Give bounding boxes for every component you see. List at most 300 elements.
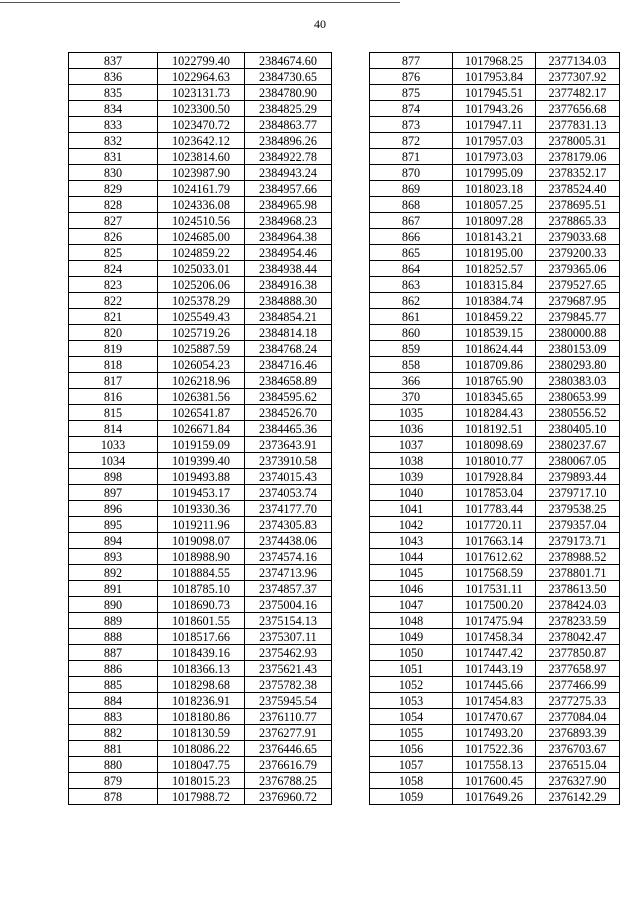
x-coordinate-cell: 1018459.22 [453, 309, 536, 325]
y-coordinate-cell: 2377656.68 [536, 101, 620, 117]
x-coordinate-cell: 1017454.83 [453, 693, 536, 709]
x-coordinate-cell: 1018517.66 [158, 629, 245, 645]
y-coordinate-cell: 2379527.65 [536, 277, 620, 293]
x-coordinate-cell: 1017493.20 [453, 725, 536, 741]
table-row [370, 277, 620, 293]
y-coordinate-cell: 2378005.31 [536, 133, 620, 149]
x-coordinate-cell: 1019098.07 [158, 533, 245, 549]
coordinates-table-right-body [370, 53, 620, 805]
y-coordinate-cell: 2375307.11 [245, 629, 332, 645]
point-number-cell: 867 [370, 213, 453, 229]
point-number-cell: 1041 [370, 501, 453, 517]
table-row [69, 773, 332, 789]
point-number-cell: 826 [69, 229, 158, 245]
x-coordinate-cell: 1018345.65 [453, 389, 536, 405]
table-row [69, 133, 332, 149]
point-number-cell: 894 [69, 533, 158, 549]
point-number-cell: 869 [370, 181, 453, 197]
point-number-cell: 831 [69, 149, 158, 165]
point-number-cell: 858 [370, 357, 453, 373]
x-coordinate-cell: 1019211.96 [158, 517, 245, 533]
point-number-cell: 1052 [370, 677, 453, 693]
x-coordinate-cell: 1017568.59 [453, 565, 536, 581]
point-number-cell: 836 [69, 69, 158, 85]
point-number-cell: 830 [69, 165, 158, 181]
coordinates-table-left-body [69, 53, 332, 805]
y-coordinate-cell: 2376703.67 [536, 741, 620, 757]
table-row [69, 725, 332, 741]
table-row [69, 69, 332, 85]
y-coordinate-cell: 2376515.04 [536, 757, 620, 773]
y-coordinate-cell: 2377658.97 [536, 661, 620, 677]
y-coordinate-cell: 2377307.92 [536, 69, 620, 85]
table-row [69, 757, 332, 773]
coordinates-table-right [369, 52, 620, 805]
table-row [69, 421, 332, 437]
table-row [370, 69, 620, 85]
x-coordinate-cell: 1017945.51 [453, 85, 536, 101]
table-row [370, 309, 620, 325]
table-row [370, 453, 620, 469]
point-number-cell: 1050 [370, 645, 453, 661]
table-row [69, 789, 332, 805]
y-coordinate-cell: 2374713.96 [245, 565, 332, 581]
point-number-cell: 872 [370, 133, 453, 149]
table-row [69, 709, 332, 725]
point-number-cell: 816 [69, 389, 158, 405]
point-number-cell: 893 [69, 549, 158, 565]
point-number-cell: 878 [69, 789, 158, 805]
table-row [69, 261, 332, 277]
x-coordinate-cell: 1017470.67 [453, 709, 536, 725]
x-coordinate-cell: 1017947.11 [453, 117, 536, 133]
table-row [370, 421, 620, 437]
table-row [69, 533, 332, 549]
table-row [370, 117, 620, 133]
table-row [370, 485, 620, 501]
table-row [69, 149, 332, 165]
y-coordinate-cell: 2379893.44 [536, 469, 620, 485]
point-number-cell: 370 [370, 389, 453, 405]
x-coordinate-cell: 1017995.09 [453, 165, 536, 181]
point-number-cell: 897 [69, 485, 158, 501]
x-coordinate-cell: 1019493.88 [158, 469, 245, 485]
point-number-cell: 1057 [370, 757, 453, 773]
y-coordinate-cell: 2378042.47 [536, 629, 620, 645]
table-row [370, 133, 620, 149]
y-coordinate-cell: 2384964.38 [245, 229, 332, 245]
x-coordinate-cell: 1026671.84 [158, 421, 245, 437]
x-coordinate-cell: 1023987.90 [158, 165, 245, 181]
x-coordinate-cell: 1017522.36 [453, 741, 536, 757]
table-row [69, 341, 332, 357]
x-coordinate-cell: 1024510.56 [158, 213, 245, 229]
x-coordinate-cell: 1018785.10 [158, 581, 245, 597]
x-coordinate-cell: 1018439.16 [158, 645, 245, 661]
y-coordinate-cell: 2380237.67 [536, 437, 620, 453]
table-row [69, 453, 332, 469]
x-coordinate-cell: 1018023.18 [453, 181, 536, 197]
point-number-cell: 820 [69, 325, 158, 341]
point-number-cell: 832 [69, 133, 158, 149]
point-number-cell: 877 [370, 53, 453, 69]
table-row [370, 261, 620, 277]
x-coordinate-cell: 1018195.00 [453, 245, 536, 261]
x-coordinate-cell: 1018252.57 [453, 261, 536, 277]
point-number-cell: 870 [370, 165, 453, 181]
y-coordinate-cell: 2384943.24 [245, 165, 332, 181]
y-coordinate-cell: 2377466.99 [536, 677, 620, 693]
x-coordinate-cell: 1017968.25 [453, 53, 536, 69]
y-coordinate-cell: 2373643.91 [245, 437, 332, 453]
x-coordinate-cell: 1017531.11 [453, 581, 536, 597]
point-number-cell: 1040 [370, 485, 453, 501]
y-coordinate-cell: 2380293.80 [536, 357, 620, 373]
y-coordinate-cell: 2384730.65 [245, 69, 332, 85]
y-coordinate-cell: 2378801.71 [536, 565, 620, 581]
table-row [370, 181, 620, 197]
y-coordinate-cell: 2375004.16 [245, 597, 332, 613]
point-number-cell: 1054 [370, 709, 453, 725]
table-row [370, 469, 620, 485]
y-coordinate-cell: 2378352.17 [536, 165, 620, 181]
y-coordinate-cell: 2378233.59 [536, 613, 620, 629]
y-coordinate-cell: 2384922.78 [245, 149, 332, 165]
point-number-cell: 883 [69, 709, 158, 725]
table-row [69, 741, 332, 757]
y-coordinate-cell: 2379173.71 [536, 533, 620, 549]
point-number-cell: 827 [69, 213, 158, 229]
x-coordinate-cell: 1019399.40 [158, 453, 245, 469]
point-number-cell: 866 [370, 229, 453, 245]
y-coordinate-cell: 2374305.83 [245, 517, 332, 533]
table-row [69, 693, 332, 709]
y-coordinate-cell: 2378179.06 [536, 149, 620, 165]
point-number-cell: 1039 [370, 469, 453, 485]
table-row [69, 213, 332, 229]
y-coordinate-cell: 2384938.44 [245, 261, 332, 277]
point-number-cell: 1056 [370, 741, 453, 757]
point-number-cell: 825 [69, 245, 158, 261]
table-row [370, 197, 620, 213]
x-coordinate-cell: 1018097.28 [453, 213, 536, 229]
x-coordinate-cell: 1017447.42 [453, 645, 536, 661]
point-number-cell: 817 [69, 373, 158, 389]
x-coordinate-cell: 1018143.21 [453, 229, 536, 245]
point-number-cell: 1059 [370, 789, 453, 805]
y-coordinate-cell: 2384888.30 [245, 293, 332, 309]
y-coordinate-cell: 2384674.60 [245, 53, 332, 69]
x-coordinate-cell: 1017443.19 [453, 661, 536, 677]
x-coordinate-cell: 1018057.25 [453, 197, 536, 213]
y-coordinate-cell: 2377084.04 [536, 709, 620, 725]
y-coordinate-cell: 2384465.36 [245, 421, 332, 437]
y-coordinate-cell: 2379717.10 [536, 485, 620, 501]
x-coordinate-cell: 1018690.73 [158, 597, 245, 613]
y-coordinate-cell: 2384526.70 [245, 405, 332, 421]
table-row [370, 773, 620, 789]
point-number-cell: 879 [69, 773, 158, 789]
y-coordinate-cell: 2384595.62 [245, 389, 332, 405]
point-number-cell: 1033 [69, 437, 158, 453]
point-number-cell: 887 [69, 645, 158, 661]
table-row [69, 373, 332, 389]
x-coordinate-cell: 1017445.66 [453, 677, 536, 693]
x-coordinate-cell: 1023131.73 [158, 85, 245, 101]
y-coordinate-cell: 2380000.88 [536, 325, 620, 341]
x-coordinate-cell: 1019159.09 [158, 437, 245, 453]
table-row [370, 677, 620, 693]
table-row [370, 101, 620, 117]
table-row [370, 325, 620, 341]
x-coordinate-cell: 1018284.43 [453, 405, 536, 421]
y-coordinate-cell: 2384954.46 [245, 245, 332, 261]
table-row [370, 533, 620, 549]
y-coordinate-cell: 2374438.06 [245, 533, 332, 549]
table-row [370, 661, 620, 677]
x-coordinate-cell: 1017853.04 [453, 485, 536, 501]
point-number-cell: 889 [69, 613, 158, 629]
y-coordinate-cell: 2384780.90 [245, 85, 332, 101]
x-coordinate-cell: 1018298.68 [158, 677, 245, 693]
x-coordinate-cell: 1017957.03 [453, 133, 536, 149]
x-coordinate-cell: 1023300.50 [158, 101, 245, 117]
y-coordinate-cell: 2384965.98 [245, 197, 332, 213]
x-coordinate-cell: 1025719.26 [158, 325, 245, 341]
x-coordinate-cell: 1019330.36 [158, 501, 245, 517]
point-number-cell: 366 [370, 373, 453, 389]
point-number-cell: 895 [69, 517, 158, 533]
y-coordinate-cell: 2379687.95 [536, 293, 620, 309]
table-row [370, 405, 620, 421]
y-coordinate-cell: 2384896.26 [245, 133, 332, 149]
point-number-cell: 896 [69, 501, 158, 517]
x-coordinate-cell: 1017943.26 [453, 101, 536, 117]
table-row [69, 181, 332, 197]
table-row [370, 389, 620, 405]
page-number: 40 [314, 17, 326, 31]
y-coordinate-cell: 2376788.25 [245, 773, 332, 789]
y-coordinate-cell: 2376110.77 [245, 709, 332, 725]
point-number-cell: 886 [69, 661, 158, 677]
x-coordinate-cell: 1018130.59 [158, 725, 245, 741]
point-number-cell: 860 [370, 325, 453, 341]
point-number-cell: 819 [69, 341, 158, 357]
x-coordinate-cell: 1017988.72 [158, 789, 245, 805]
y-coordinate-cell: 2374015.43 [245, 469, 332, 485]
point-number-cell: 833 [69, 117, 158, 133]
y-coordinate-cell: 2374574.16 [245, 549, 332, 565]
x-coordinate-cell: 1018709.86 [453, 357, 536, 373]
x-coordinate-cell: 1017649.26 [453, 789, 536, 805]
point-number-cell: 1046 [370, 581, 453, 597]
table-row [69, 309, 332, 325]
point-number-cell: 823 [69, 277, 158, 293]
point-number-cell: 874 [370, 101, 453, 117]
x-coordinate-cell: 1017783.44 [453, 501, 536, 517]
table-row [370, 613, 620, 629]
y-coordinate-cell: 2379357.04 [536, 517, 620, 533]
y-coordinate-cell: 2378613.50 [536, 581, 620, 597]
point-number-cell: 876 [370, 69, 453, 85]
y-coordinate-cell: 2380153.09 [536, 341, 620, 357]
point-number-cell: 828 [69, 197, 158, 213]
x-coordinate-cell: 1018098.69 [453, 437, 536, 453]
table-row [69, 53, 332, 69]
point-number-cell: 865 [370, 245, 453, 261]
point-number-cell: 1047 [370, 597, 453, 613]
table-row [370, 725, 620, 741]
y-coordinate-cell: 2384825.29 [245, 101, 332, 117]
x-coordinate-cell: 1026381.56 [158, 389, 245, 405]
table-row [370, 693, 620, 709]
table-row [69, 485, 332, 501]
y-coordinate-cell: 2384916.38 [245, 277, 332, 293]
y-coordinate-cell: 2378424.03 [536, 597, 620, 613]
y-coordinate-cell: 2376142.29 [536, 789, 620, 805]
y-coordinate-cell: 2377831.13 [536, 117, 620, 133]
y-coordinate-cell: 2380405.10 [536, 421, 620, 437]
y-coordinate-cell: 2384768.24 [245, 341, 332, 357]
table-row [370, 245, 620, 261]
point-number-cell: 835 [69, 85, 158, 101]
x-coordinate-cell: 1017928.84 [453, 469, 536, 485]
table-row [69, 101, 332, 117]
y-coordinate-cell: 2380383.03 [536, 373, 620, 389]
table-row [370, 517, 620, 533]
table-row [69, 325, 332, 341]
table-row [370, 53, 620, 69]
y-coordinate-cell: 2374053.74 [245, 485, 332, 501]
table-row [69, 581, 332, 597]
y-coordinate-cell: 2376960.72 [245, 789, 332, 805]
point-number-cell: 1055 [370, 725, 453, 741]
y-coordinate-cell: 2378524.40 [536, 181, 620, 197]
table-row [69, 277, 332, 293]
y-coordinate-cell: 2379033.68 [536, 229, 620, 245]
table-row [69, 549, 332, 565]
table-row [370, 437, 620, 453]
y-coordinate-cell: 2384658.89 [245, 373, 332, 389]
x-coordinate-cell: 1017600.45 [453, 773, 536, 789]
table-row [370, 709, 620, 725]
point-number-cell: 829 [69, 181, 158, 197]
y-coordinate-cell: 2374857.37 [245, 581, 332, 597]
x-coordinate-cell: 1023642.12 [158, 133, 245, 149]
x-coordinate-cell: 1018047.75 [158, 757, 245, 773]
y-coordinate-cell: 2377482.17 [536, 85, 620, 101]
point-number-cell: 1042 [370, 517, 453, 533]
x-coordinate-cell: 1024161.79 [158, 181, 245, 197]
x-coordinate-cell: 1022964.63 [158, 69, 245, 85]
y-coordinate-cell: 2375621.43 [245, 661, 332, 677]
table-row [69, 661, 332, 677]
table-row [370, 501, 620, 517]
point-number-cell: 862 [370, 293, 453, 309]
point-number-cell: 834 [69, 101, 158, 117]
point-number-cell: 873 [370, 117, 453, 133]
x-coordinate-cell: 1026218.96 [158, 373, 245, 389]
x-coordinate-cell: 1022799.40 [158, 53, 245, 69]
table-row [370, 85, 620, 101]
y-coordinate-cell: 2375945.54 [245, 693, 332, 709]
table-row [370, 229, 620, 245]
point-number-cell: 837 [69, 53, 158, 69]
point-number-cell: 1053 [370, 693, 453, 709]
x-coordinate-cell: 1018180.86 [158, 709, 245, 725]
y-coordinate-cell: 2375782.38 [245, 677, 332, 693]
x-coordinate-cell: 1018384.74 [453, 293, 536, 309]
point-number-cell: 822 [69, 293, 158, 309]
table-row [69, 565, 332, 581]
y-coordinate-cell: 2384854.21 [245, 309, 332, 325]
y-coordinate-cell: 2374177.70 [245, 501, 332, 517]
point-number-cell: 861 [370, 309, 453, 325]
y-coordinate-cell: 2376446.65 [245, 741, 332, 757]
point-number-cell: 875 [370, 85, 453, 101]
table-row [370, 645, 620, 661]
y-coordinate-cell: 2377134.03 [536, 53, 620, 69]
y-coordinate-cell: 2379845.77 [536, 309, 620, 325]
table-row [69, 597, 332, 613]
point-number-cell: 891 [69, 581, 158, 597]
table-row [69, 197, 332, 213]
table-row [69, 469, 332, 485]
table-row [69, 85, 332, 101]
y-coordinate-cell: 2377850.87 [536, 645, 620, 661]
x-coordinate-cell: 1017953.84 [453, 69, 536, 85]
table-row [69, 517, 332, 533]
x-coordinate-cell: 1018988.90 [158, 549, 245, 565]
y-coordinate-cell: 2384968.23 [245, 213, 332, 229]
y-coordinate-cell: 2375462.93 [245, 645, 332, 661]
y-coordinate-cell: 2376327.90 [536, 773, 620, 789]
y-coordinate-cell: 2376277.91 [245, 725, 332, 741]
table-row [370, 165, 620, 181]
point-number-cell: 1049 [370, 629, 453, 645]
x-coordinate-cell: 1026541.87 [158, 405, 245, 421]
x-coordinate-cell: 1018086.22 [158, 741, 245, 757]
table-row [69, 165, 332, 181]
table-row [69, 405, 332, 421]
y-coordinate-cell: 2380067.05 [536, 453, 620, 469]
point-number-cell: 863 [370, 277, 453, 293]
y-coordinate-cell: 2384863.77 [245, 117, 332, 133]
x-coordinate-cell: 1019453.17 [158, 485, 245, 501]
x-coordinate-cell: 1025206.06 [158, 277, 245, 293]
x-coordinate-cell: 1018624.44 [453, 341, 536, 357]
point-number-cell: 815 [69, 405, 158, 421]
x-coordinate-cell: 1018601.55 [158, 613, 245, 629]
x-coordinate-cell: 1017973.03 [453, 149, 536, 165]
y-coordinate-cell: 2376893.39 [536, 725, 620, 741]
x-coordinate-cell: 1024336.08 [158, 197, 245, 213]
y-coordinate-cell: 2375154.13 [245, 613, 332, 629]
x-coordinate-cell: 1017500.20 [453, 597, 536, 613]
point-number-cell: 888 [69, 629, 158, 645]
point-number-cell: 818 [69, 357, 158, 373]
point-number-cell: 880 [69, 757, 158, 773]
point-number-cell: 1045 [370, 565, 453, 581]
point-number-cell: 1034 [69, 453, 158, 469]
point-number-cell: 898 [69, 469, 158, 485]
point-number-cell: 1058 [370, 773, 453, 789]
point-number-cell: 1035 [370, 405, 453, 421]
point-number-cell: 859 [370, 341, 453, 357]
x-coordinate-cell: 1024859.22 [158, 245, 245, 261]
x-coordinate-cell: 1018010.77 [453, 453, 536, 469]
y-coordinate-cell: 2380556.52 [536, 405, 620, 421]
